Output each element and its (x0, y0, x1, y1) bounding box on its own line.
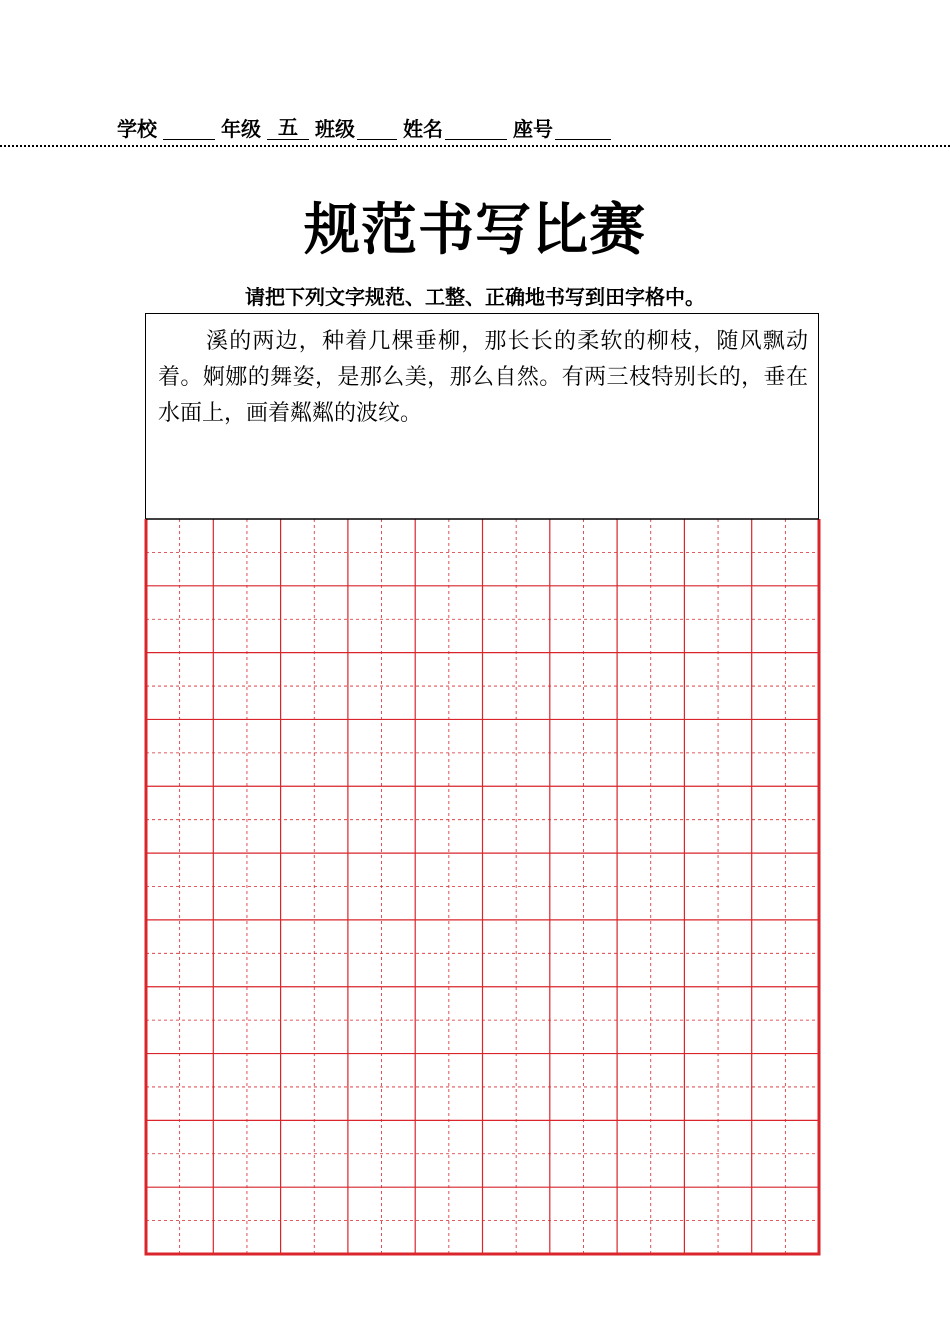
passage-text: 溪的两边，种着几棵垂柳，那长长的柔软的柳枝，随风飘动着。婀娜的舞姿，是那么美，那么自然。有两三枝特别长的，垂在水面上，画着粼粼的波纹。 (158, 329, 808, 426)
seat-label: 座号 (513, 117, 553, 141)
instruction-text: 请把下列文字规范、工整、正确地书写到田字格中。 (245, 285, 705, 309)
grade-field[interactable]: 五 (267, 115, 309, 140)
grade-label: 年级 (221, 117, 261, 141)
page-title: 规范书写比赛 (304, 198, 646, 263)
name-label: 姓名 (403, 117, 443, 141)
class-label: 班级 (315, 117, 355, 141)
school-label: 学校 (117, 117, 157, 141)
